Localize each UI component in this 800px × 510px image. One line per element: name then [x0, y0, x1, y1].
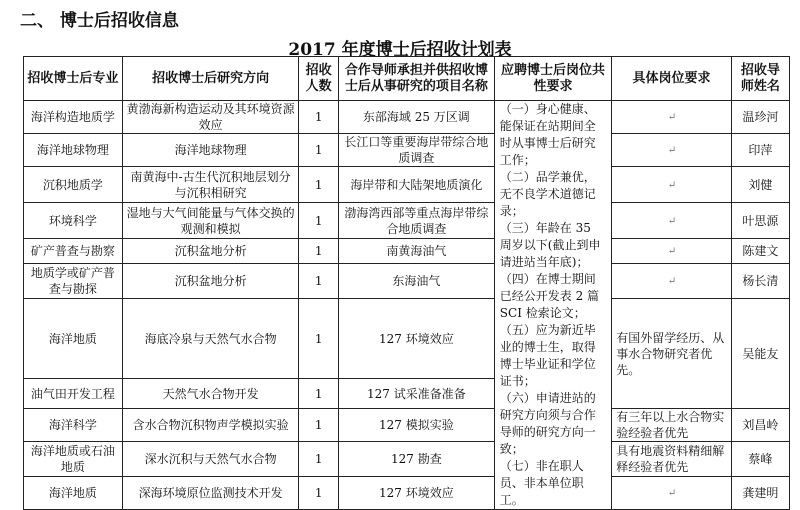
cell-project: 127 勘查 — [338, 442, 494, 477]
table-row — [24, 101, 790, 134]
cell-major: 海洋地质或石油地质 — [24, 442, 123, 477]
cell-project: 127 试采准备准备 — [338, 379, 494, 409]
cell-direction: 深水沉积与天然气水合物 — [122, 442, 299, 477]
cell-project: 海岸带和大陆架地质演化 — [338, 167, 494, 203]
table-row — [24, 134, 790, 167]
header-direction: 招收博士后研究方向 — [122, 57, 299, 101]
requirement-item: （七）非在职人员、非本单位职工。 — [499, 459, 584, 507]
cell-position — [612, 134, 732, 167]
table-row — [24, 409, 790, 442]
table-row — [24, 299, 790, 379]
cell-project: 127 模拟实验 — [338, 409, 494, 442]
cell-count: 1 — [299, 101, 338, 134]
header-requirements: 应聘博士后岗位共性要求 — [494, 57, 611, 101]
paragraph-mark: ↵ — [667, 246, 677, 257]
cell-position-seismic: 具有地震资料精细解释经验者优先 — [612, 442, 732, 477]
table-row — [24, 264, 790, 299]
cell-project: 127 环境效应 — [338, 477, 494, 510]
cell-supervisor: 杨长清 — [731, 264, 789, 299]
paragraph-mark: ↵ — [667, 215, 677, 227]
header-position: 具体岗位要求 — [612, 57, 732, 101]
cell-project: 东海油气 — [338, 264, 494, 299]
table-header-row — [24, 57, 790, 101]
requirement-item: （一）身心健康、能保证在站期间全时从事博士后研究工作； — [499, 102, 596, 167]
cell-count: 1 — [299, 409, 338, 442]
cell-supervisor: 刘昌岭 — [731, 409, 789, 442]
requirement-item: （三）年龄在 35 周岁以下(截止到申请进站当年底)； — [499, 221, 601, 269]
paragraph-mark: ↵ — [667, 276, 677, 287]
requirement-item: （四）在博士期间已经公开发表 2 篇 SCI 检索论文； — [499, 272, 600, 320]
cell-direction: 南黄海中-古生代沉积地层划分与沉积相研究 — [122, 167, 299, 203]
requirement-item: （五）应为新近毕业的博士生，取得博士毕业证和学位证书； — [499, 323, 596, 388]
cell-count: 1 — [299, 442, 338, 477]
cell-direction: 深海环境原位监测技术开发 — [122, 477, 299, 510]
cell-direction: 黄渤海新构造运动及其环境资源效应 — [122, 101, 299, 134]
cell-project: 南黄海油气 — [338, 239, 494, 264]
cell-direction: 湿地与大气间能量与气体交换的观测和模拟 — [122, 203, 299, 239]
cell-position — [612, 239, 732, 264]
cell-project: 东部海域 25 万区调 — [338, 101, 494, 134]
paragraph-mark: ↵ — [667, 112, 677, 123]
cell-major: 海洋科学 — [24, 409, 123, 442]
cell-position — [612, 477, 732, 510]
cell-position — [612, 167, 732, 203]
cell-direction: 海底冷泉与天然气水合物 — [122, 299, 299, 379]
requirement-item: （六）申请进站的研究方向须与合作导师的研究方向一致； — [499, 391, 596, 456]
header-project: 合作导师承担并供招收博士后从事研究的项目名称 — [338, 57, 494, 101]
cell-direction: 海洋地球物理 — [122, 134, 299, 167]
cell-position-hydrate-experiment: 有三年以上水合物实验经验者优先 — [612, 409, 732, 442]
table-row — [24, 477, 790, 510]
paragraph-mark: ↵ — [667, 145, 677, 156]
table-row — [24, 203, 790, 239]
cell-supervisor: 蔡峰 — [731, 442, 789, 477]
paragraph-mark: ↵ — [667, 488, 677, 499]
cell-count: 1 — [299, 203, 338, 239]
cell-count: 1 — [299, 167, 338, 203]
cell-major: 海洋地球物理 — [24, 134, 123, 167]
cell-project: 127 环境效应 — [338, 299, 494, 379]
cell-supervisor: 陈建文 — [731, 239, 789, 264]
cell-count: 1 — [299, 239, 338, 264]
section-heading: 二、 博士后招收信息 — [20, 11, 179, 31]
cell-direction: 沉积盆地分析 — [122, 239, 299, 264]
cell-count: 1 — [299, 264, 338, 299]
cell-position — [612, 101, 732, 134]
cell-supervisor: 刘健 — [731, 167, 789, 203]
paragraph-mark: ↵ — [667, 179, 677, 191]
cell-supervisor: 吴能友 — [731, 299, 789, 409]
cell-major: 环境科学 — [24, 203, 123, 239]
table-row — [24, 239, 790, 264]
cell-count: 1 — [299, 379, 338, 409]
header-count: 招收人数 — [299, 57, 338, 101]
cell-direction: 含水合物沉积物声学模拟实验 — [122, 409, 299, 442]
cell-major: 矿产普查与勘察 — [24, 239, 123, 264]
cell-position-hydrate-research: 有国外留学经历、从事水合物研究者优先。 — [612, 299, 732, 409]
cell-major: 沉积地质学 — [24, 167, 123, 203]
cell-supervisor: 龚建明 — [731, 477, 789, 510]
cell-position — [612, 203, 732, 239]
cell-count: 1 — [299, 134, 338, 167]
cell-count: 1 — [299, 299, 338, 379]
cell-direction: 天然气水合物开发 — [122, 379, 299, 409]
cell-position — [612, 264, 732, 299]
cell-project: 长江口等重要海岸带综合地质调查 — [338, 134, 494, 167]
cell-supervisor: 温珍河 — [731, 101, 789, 134]
cell-supervisor: 叶思源 — [731, 203, 789, 239]
cell-count: 1 — [299, 477, 338, 510]
cell-direction: 沉积盆地分析 — [122, 264, 299, 299]
table-row — [24, 167, 790, 203]
cell-major: 油气田开发工程 — [24, 379, 123, 409]
header-major: 招收博士后专业 — [24, 57, 123, 101]
table-row — [24, 442, 790, 477]
common-requirements-cell — [494, 101, 611, 510]
cell-major: 海洋地质 — [24, 299, 123, 379]
recruitment-plan-table — [23, 56, 790, 510]
cell-project: 渤海湾西部等重点海岸带综合地质调查 — [338, 203, 494, 239]
cell-major: 地质学或矿产普查与勘探 — [24, 264, 123, 299]
requirement-item: （二）品学兼优，无不良学术道德记录； — [499, 170, 596, 218]
table-title: 2017 年度博士后招收计划表 — [288, 40, 512, 60]
cell-major: 海洋构造地质学 — [24, 101, 123, 134]
header-supervisor: 招收导师姓名 — [731, 57, 789, 101]
cell-supervisor: 印萍 — [731, 134, 789, 167]
cell-major: 海洋地质 — [24, 477, 123, 510]
